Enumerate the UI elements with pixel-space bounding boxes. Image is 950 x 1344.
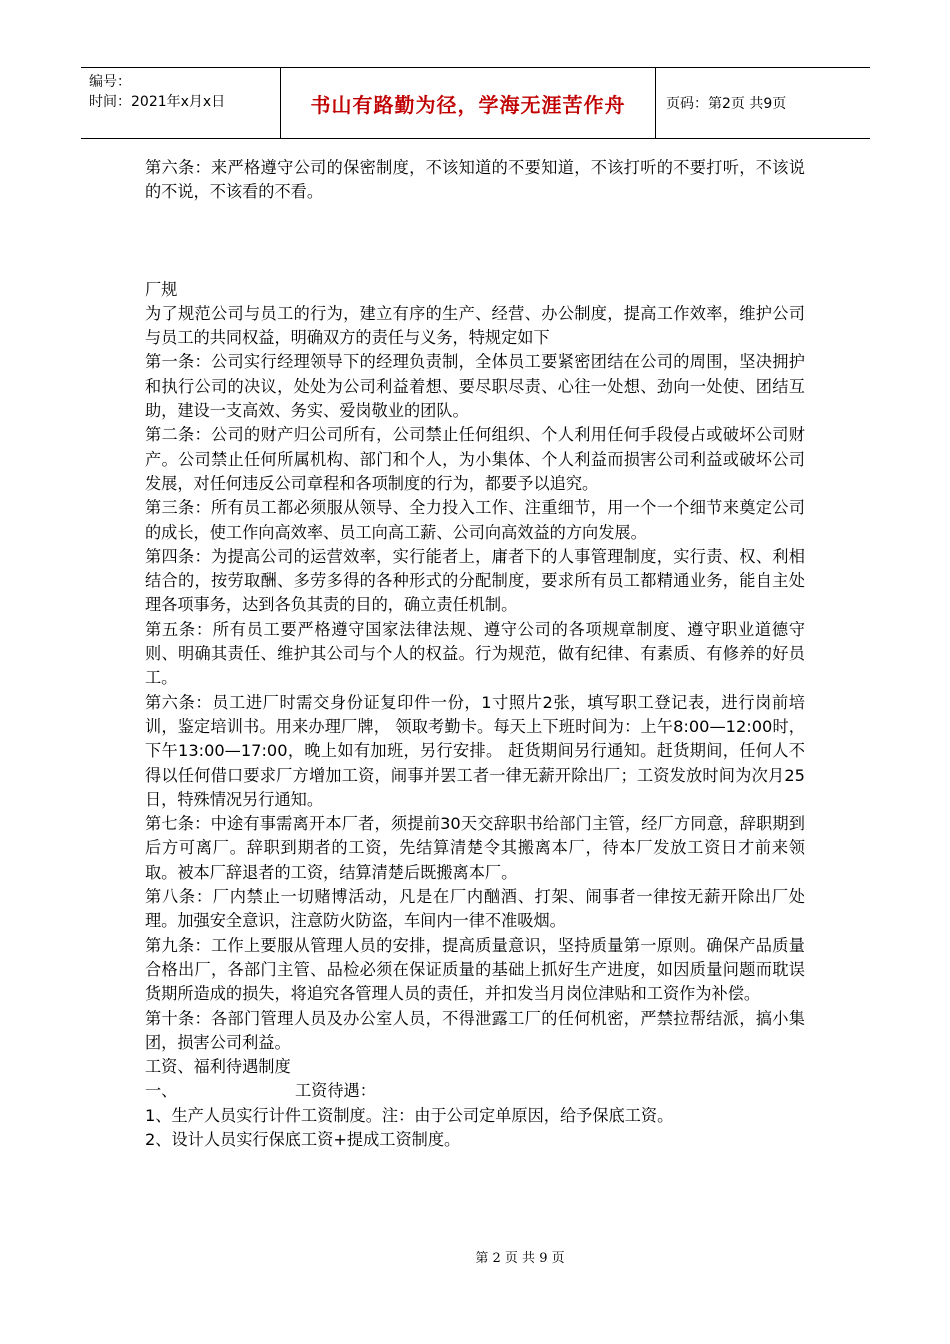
article-7: 第七条：中途有事需离开本厂者，须提前30天交辞职书给部门主管，经厂方同意，辞职期到后方可离厂。辞职到期者的工资，先结算清楚令其搬离本厂，待本厂发放工资日才前来领取。被本厂辞退者的工资，结算清楚后既搬离本厂。 xyxy=(145,814,805,882)
article-3: 第三条：所有员工都必须服从领导、全力投入工作、注重细节，用一个一个细节来奠定公司的成长，使工作向高效率、员工向高工薪、公司向高效益的方向发展。 xyxy=(145,498,805,542)
salary-section-title: 工资待遇： xyxy=(295,1081,376,1101)
header-meta xyxy=(81,68,281,138)
rules-title: 厂规 xyxy=(145,279,178,299)
salary-section-heading xyxy=(145,1079,805,1103)
document-body xyxy=(145,156,805,1152)
header-motto: 书山有路勤为径，学海无涯苦作舟 xyxy=(281,68,656,138)
article-4: 第四条：为提高公司的运营效率，实行能者上，庸者下的人事管理制度，实行责、权、利相结合的，按劳取酬、多劳多得的各种形式的分配制度，要求所有员工都精通业务，能自主处理各项事务，达到各负其责的目的，确立责任机制。 xyxy=(145,546,805,615)
page-footer: 第 2 页 共 9 页 xyxy=(475,1251,565,1266)
article-2: 第二条：公司的财产归公司所有，公司禁止任何组织、个人利用任何手段侵占或破坏公司财产。公司禁止任何所属机构、部门和个人，为小集体、个人利益而损害公司利益或破坏公司发展，对任何违反公司章程和各项制度的行为，都要予以追究。 xyxy=(145,425,805,493)
doc-code-label: 编号： xyxy=(89,74,131,90)
article-6-confidentiality: 第六条：来严格遵守公司的保密制度，不该知道的不要知道，不该打听的不要打听，不该说的不说，不该看的不看。 xyxy=(145,158,805,202)
salary-item-1: 1、生产人员实行计件工资制度。注：由于公司定单原因，给予保底工资。 xyxy=(145,1105,674,1125)
salary-title: 工资、福利待遇制度 xyxy=(145,1057,291,1077)
article-9: 第九条：工作上要服从管理人员的安排，提高质量意识，坚持质量第一原则。确保产品质量合格出厂，各部门主管、品检必须在保证质量的基础上抓好生产进度，如因质量问题而耽误货期所造成的损失，将追究各管理人员的责任，并扣发当月岗位津贴和工资作为补偿。 xyxy=(145,935,805,1004)
article-8: 第八条：厂内禁止一切赌博活动，凡是在厂内酗酒、打架、闹事者一律按无薪开除出厂处理。加强安全意识，注意防火防盗，车间内一律不准吸烟。 xyxy=(145,887,805,931)
header-page-info: 页码：第2页 共9页 xyxy=(666,96,787,112)
article-1: 第一条：公司实行经理领导下的经理负责制，全体员工要紧密团结在公司的周围，坚决拥护和执行公司的决议，处处为公司利益着想、要尽职尽责、心往一处想、劲向一处使、团结互助，建设一支高效、务实、爱岗敬业的团队。 xyxy=(145,352,805,421)
doc-date-label: 时间：2021年x月x日 xyxy=(89,94,226,110)
salary-item-2: 2、设计人员实行保底工资+提成工资制度。 xyxy=(145,1129,461,1149)
article-10: 第十条：各部门管理人员及办公室人员，不得泄露工厂的任何机密，严禁拉帮结派，搞小集团，损害公司利益。 xyxy=(145,1008,805,1052)
salary-section-number: 一、 xyxy=(145,1081,178,1101)
article-6: 第六条：员工进厂时需交身份证复印件一份，1寸照片2张，填写职工登记表，进行岗前培训，鉴定培训书。用来办理厂牌， 领取考勤卡。每天上下班时间为：上午8:00—12:00时，下午13:00—17:00，晚上如有加班，另行安排。 赶货期间另行通知。赶货期间，任何人不得以任何借口要求厂方增加工资，闹事并罢工者一律无薪开除出厂；工资发放时间为次月25日，特殊情况另行通知。 xyxy=(145,692,805,809)
page-header xyxy=(81,67,870,139)
article-5: 第五条：所有员工要严格遵守国家法律法规、遵守公司的各项规章制度、遵守职业道德守则、明确其责任、维护其公司与个人的权益。行为规范，做有纪律、有素质、有修养的好员工。 xyxy=(145,619,805,688)
spacer xyxy=(145,205,805,278)
rules-preamble: 为了规范公司与员工的行为，建立有序的生产、经营、办公制度，提高工作效率，维护公司与员工的共同权益，明确双方的责任与义务，特规定如下 xyxy=(145,303,805,348)
